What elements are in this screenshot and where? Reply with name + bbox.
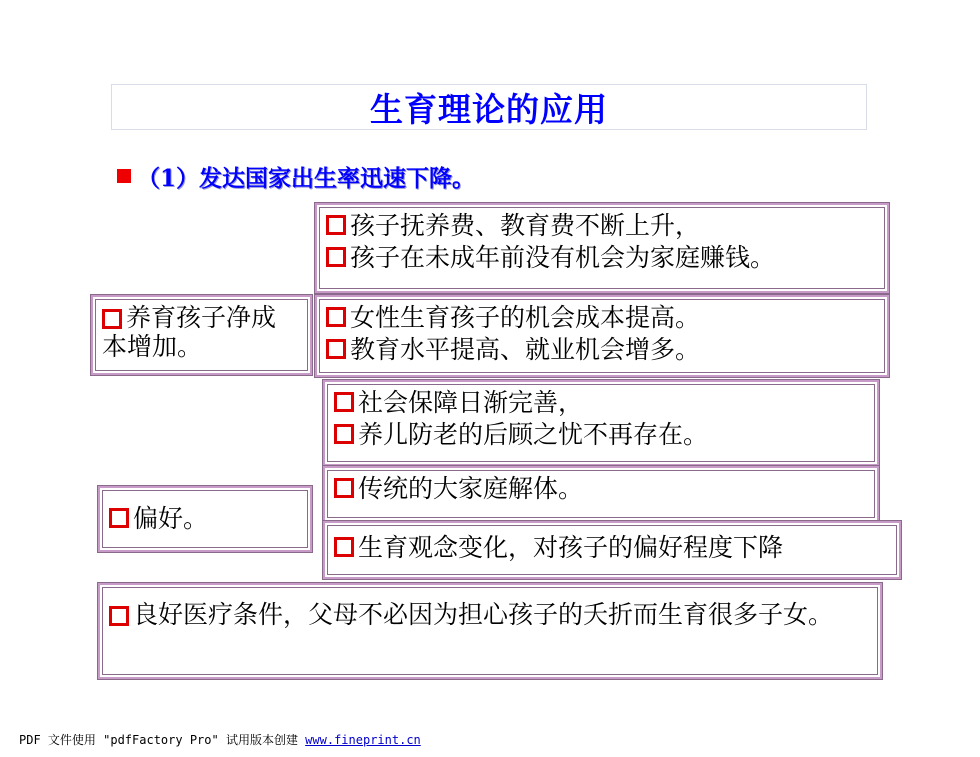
box-line-text: 教育水平提高、就业机会增多。 (350, 335, 701, 364)
box-social-security (327, 384, 875, 462)
hollow-square-bullet-icon (326, 339, 346, 359)
hollow-square-bullet-icon (334, 392, 354, 412)
box-preference (102, 490, 308, 548)
box-line (326, 302, 876, 334)
hollow-square-bullet-icon (334, 478, 354, 498)
box-net-cost (95, 299, 308, 371)
box-line (326, 242, 876, 274)
section-heading (117, 162, 475, 190)
box-line-text: 良好医疗条件，父母不必因为担心孩子的夭折而生育很多子女。 (133, 600, 834, 629)
page-title: 生育理论的应用 (370, 89, 608, 129)
hollow-square-bullet-icon (326, 215, 346, 235)
footer-text: PDF 文件使用 "pdfFactory Pro" 试用版本创建 (19, 733, 306, 747)
box-line (326, 210, 876, 242)
filled-square-bullet-icon (117, 169, 131, 183)
box-line (334, 532, 888, 564)
hollow-square-bullet-icon (326, 247, 346, 267)
box-line-text: 偏好。 (133, 504, 209, 533)
box-line (102, 303, 299, 361)
box-medical (102, 587, 878, 675)
box-line-text: 社会保障日渐完善， (358, 388, 584, 417)
box-line (326, 334, 876, 366)
hollow-square-bullet-icon (102, 309, 122, 329)
box-line-text: 养儿防老的后顾之忧不再存在。 (358, 420, 709, 449)
box-line-text: 女性生育孩子的机会成本提高。 (350, 303, 701, 332)
box-line (334, 387, 866, 419)
box-line (334, 473, 866, 505)
box-line (109, 598, 869, 631)
box-family (327, 470, 875, 518)
box-attitude (327, 525, 897, 575)
box-line-text: 传统的大家庭解体。 (358, 474, 584, 503)
hollow-square-bullet-icon (109, 606, 129, 626)
section-heading-text: （1）发达国家出生率迅速下降。 (137, 164, 476, 192)
hollow-square-bullet-icon (326, 307, 346, 327)
footer (19, 731, 421, 748)
hollow-square-bullet-icon (109, 508, 129, 528)
box-rising-costs (319, 207, 885, 289)
box-line-text: 养育孩子净成本增加。 (102, 303, 277, 361)
box-line-text: 孩子在未成年前没有机会为家庭赚钱。 (350, 243, 776, 272)
box-line-text: 孩子抚养费、教育费不断上升， (350, 211, 701, 240)
box-opportunity-cost (319, 299, 885, 373)
hollow-square-bullet-icon (334, 424, 354, 444)
footer-link[interactable]: www.fineprint.cn (305, 733, 421, 747)
box-line (334, 419, 866, 451)
title-box (111, 84, 867, 130)
hollow-square-bullet-icon (334, 537, 354, 557)
box-line (109, 503, 299, 535)
box-line-text: 生育观念变化，对孩子的偏好程度下降 (358, 533, 784, 562)
